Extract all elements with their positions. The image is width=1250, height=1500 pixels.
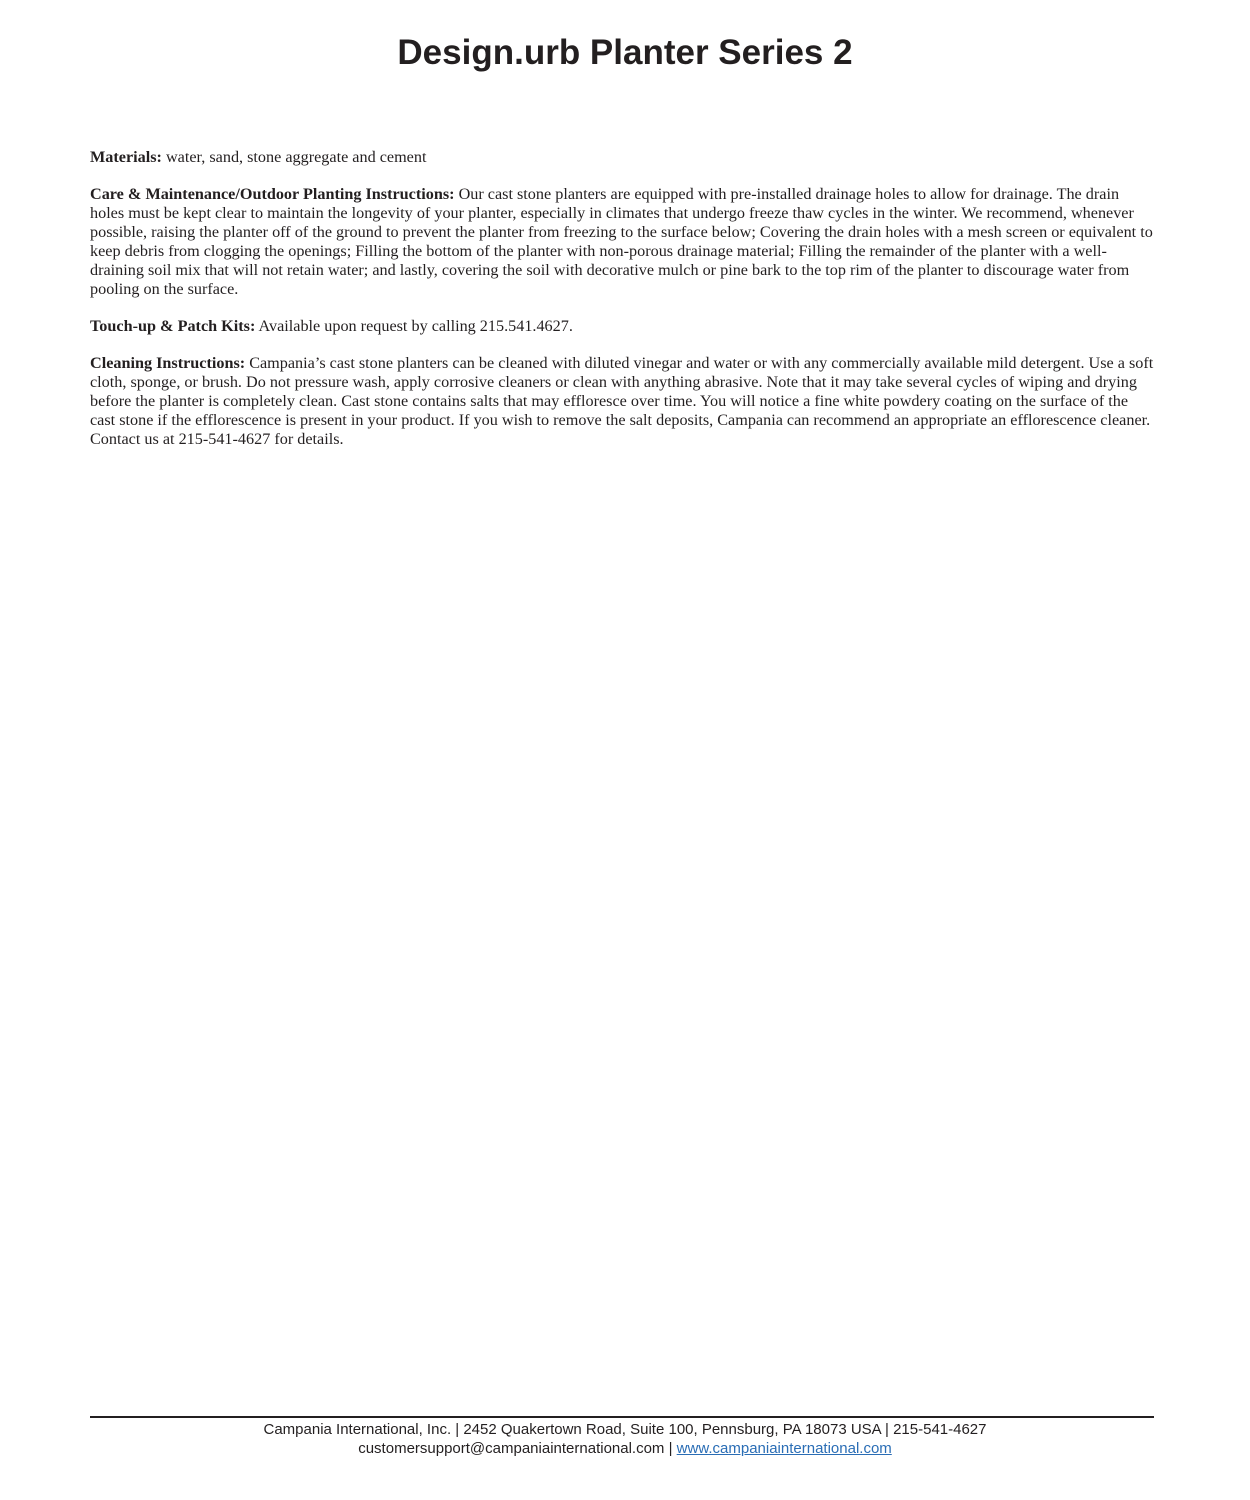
footer-email: customersupport@campaniainternational.com [358, 1440, 665, 1457]
footer-contact [0, 1439, 1250, 1458]
document-body [90, 148, 1154, 467]
footer-separator: | [664, 1440, 677, 1457]
cleaning-paragraph [90, 354, 1154, 449]
touchup-paragraph [90, 317, 1154, 336]
materials-text: water, sand, stone aggregate and cement [161, 148, 427, 166]
care-paragraph [90, 185, 1154, 299]
footer [0, 1420, 1250, 1458]
website-link[interactable]: www.campaniainternational.com [676, 1440, 892, 1457]
touchup-label: Touch-up & Patch Kits: [90, 317, 256, 335]
care-label: Care & Maintenance/Outdoor Planting Instructions: [90, 185, 455, 203]
cleaning-label: Cleaning Instructions: [90, 354, 246, 372]
footer-address: Campania International, Inc. | 2452 Quakertown Road, Suite 100, Pennsburg, PA 18073 USA | 215-541-4627 [263, 1421, 987, 1438]
materials-paragraph [90, 148, 1154, 167]
cleaning-text: Campania’s cast stone planters can be cleaned with diluted vinegar and water or with any commercially available mild detergent. Use a soft cloth, sponge, or brush. Do not pressure wash, apply corrosive cleaners or clean with anything abrasive. Note that it may take several cycles of wiping and drying before the planter is completely clean. Cast stone contains salts that may effloresce over time. You will notice a fine white powdery coating on the surface of the cast stone if the efflorescence is present in your product. If you wish to remove the salt deposits, Campania can recommend an appropriate an efflorescence cleaner. Contact us at 215-541-4627 for details. [90, 354, 1154, 448]
care-text: Our cast stone planters are equipped with pre-installed drainage holes to allow for drainage. The drain holes must be kept clear to maintain the longevity of your planter, especially in climates that undergo freeze thaw cycles in the winter. We recommend, whenever possible, raising the planter off of the ground to prevent the planter from freezing to the surface below; Covering the drain holes with a mesh screen or equivalent to keep debris from clogging the openings; Filling the bottom of the planter with non-porous drainage material; Filling the remainder of the planter with a well-draining soil mix that will not retain water; and lastly, covering the soil with decorative mulch or pine bark to the top rim of the planter to discourage water from pooling on the surface. [90, 185, 1153, 298]
materials-label: Materials: [90, 148, 162, 166]
footer-divider [90, 1416, 1154, 1418]
touchup-text: Available upon request by calling 215.541.4627. [255, 317, 573, 335]
page-title: Design.urb Planter Series 2 [397, 33, 853, 72]
